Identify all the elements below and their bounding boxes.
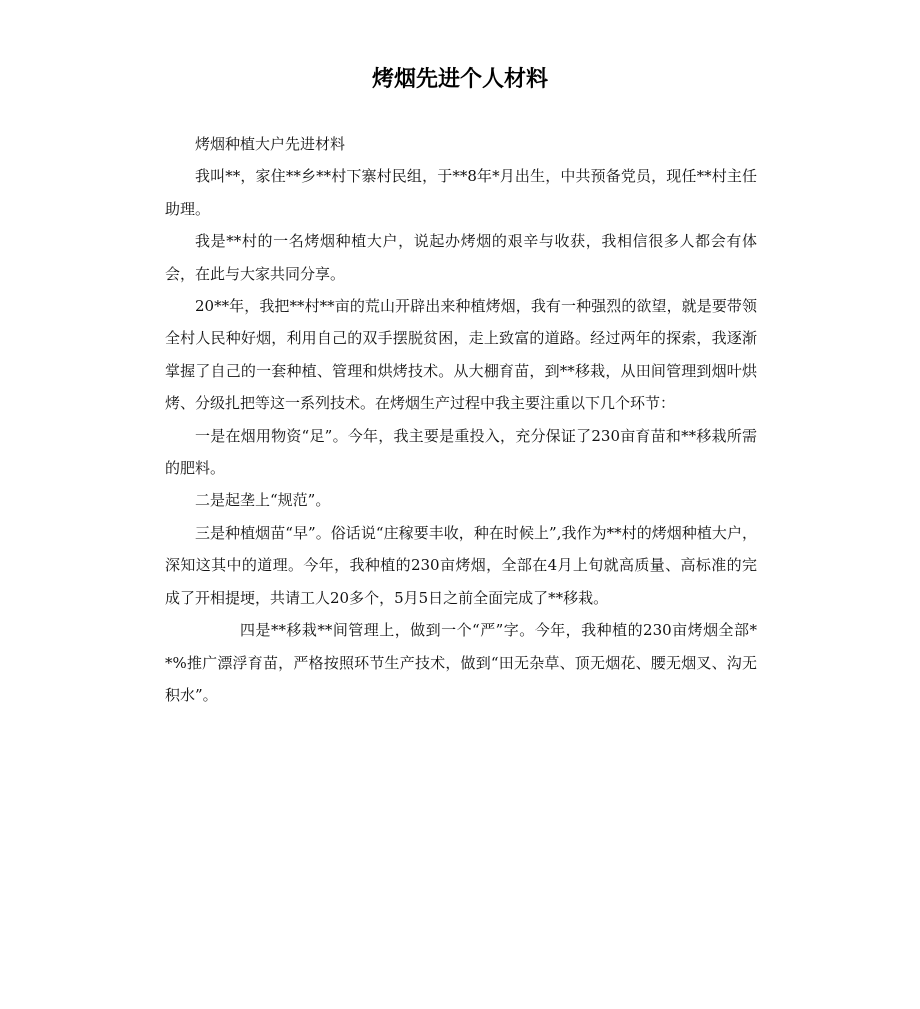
paragraph-self-introduction: 我叫**，家住**乡**村下寨村民组，于**8年*月出生，中共预备党员，现任**村主任助理。: [165, 167, 757, 218]
document-title: 烤烟先进个人材料: [371, 67, 548, 92]
paragraph-point-one: 一是在烟用物资“足”。今年，我主要是重投入，充分保证了230亩育苗和**移栽所需的肥料。: [165, 426, 757, 478]
paragraph-background: 20**年，我把**村**亩的荒山开辟出来种植烤烟，我有一种强烈的欲望，就是要带领全村人民种好烟，利用自己的双手摆脱贫困，走上致富的道路。经过两年的探索，我逐渐掌握了自己的一套种植、管理和烘烤技术。从大棚育苗，到**移栽，从田间管理到烟叶烘烤、分级扎把等这一系列技术。在烤烟生产过程中我主要注重以下几个环节：: [165, 297, 757, 413]
paragraph-sharing: 我是**村的一名烤烟种植大户，说起办烤烟的艰辛与收获，我相信很多人都会有体会，在此与大家共同分享。: [165, 232, 757, 283]
paragraph-point-two: 二是起垄上“规范”。: [195, 491, 331, 510]
paragraph-subtitle: 烤烟种植大户先进材料: [195, 135, 346, 153]
paragraph-point-three: 三是种植烟苗“早”。俗话说“庄稼要丰收，种在时候上”,我作为**村的烤烟种植大户，深知这其中的道理。今年，我种植的230亩烤烟，全部在4月上旬就高质量、高标准的完成了开相提埂，共请工人20多个，5月5日之前全面完成了**移栽。: [165, 523, 757, 607]
document-body: [165, 128, 757, 711]
paragraph-point-four: 四是**移栽**间管理上，做到一个“严”字。今年，我种植的230亩烤烟全部**%推广漂浮育苗，严格按照环节生产技术，做到“田无杂草、顶无烟花、腰无烟叉、沟无积水”。: [165, 621, 757, 704]
